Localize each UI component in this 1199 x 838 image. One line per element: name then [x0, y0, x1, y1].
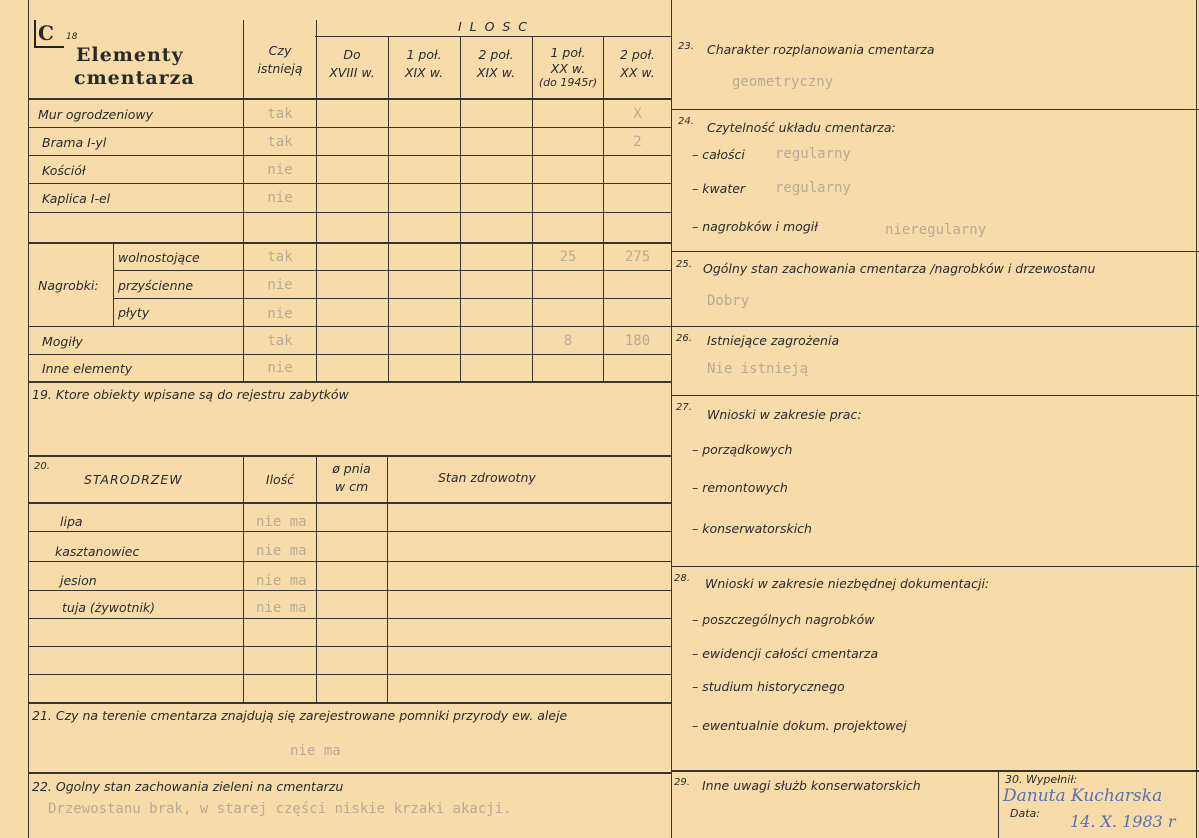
row-line — [28, 502, 671, 504]
tree-name: tuja (żywotnik) — [62, 600, 156, 615]
count-value: 2 — [633, 134, 642, 150]
row-label-chapel: Kaplica I-el — [42, 191, 111, 206]
answer-21: nie ma — [290, 743, 341, 759]
period-5-b: XX w. — [620, 65, 655, 80]
tree-count: nie ma — [256, 600, 307, 616]
q28-item: – ewentualnie dokum. projektowej — [692, 718, 907, 733]
row-line — [28, 561, 671, 562]
trees-header-count: Ilość — [265, 472, 295, 487]
exists-value: tak — [267, 333, 293, 349]
q24-item-label: – całości — [692, 147, 745, 162]
q27-item: – konserwatorskich — [692, 521, 812, 536]
period-2-a: 1 poł. — [406, 47, 442, 62]
row-line — [113, 270, 671, 271]
row-line — [28, 531, 671, 532]
exists-header-1: Czy — [268, 43, 292, 58]
row-label-slabs: płyty — [118, 305, 150, 320]
answer-22: Drzewostanu brak, w starej części niskie krzaki akacji. — [48, 801, 512, 817]
row-line — [28, 702, 671, 704]
row-line — [28, 674, 671, 675]
q24-item-answer: nieregularny — [885, 222, 987, 238]
q24-item-label: – nagrobków i mogił — [692, 219, 818, 234]
exists-value: nie — [267, 162, 293, 178]
period-5-a: 2 poł. — [619, 47, 656, 62]
row-label-other: Inne elementy — [42, 361, 133, 376]
elements-title-line2: cmentarza — [74, 67, 195, 89]
period-3-a: 2 poł. — [478, 47, 514, 62]
row-line — [28, 212, 671, 213]
row-line — [28, 155, 671, 156]
question-25: Ogólny stan zachowania cmentarza /nagrobków i drzewostanu — [703, 261, 1096, 276]
date-value: 14. X. 1983 r — [1070, 812, 1176, 831]
q24-item-answer: regularny — [775, 180, 851, 196]
row-line — [28, 772, 671, 774]
tree-name: kasztanowiec — [55, 544, 140, 559]
elements-title-line1: Elementy — [76, 44, 184, 66]
row-line — [28, 242, 671, 244]
count-value: 180 — [624, 333, 651, 349]
question-20-number: 20. — [34, 461, 50, 472]
row-line — [671, 251, 1199, 252]
exists-value: tak — [267, 134, 293, 150]
trees-header-diam-1: ø pnia — [332, 461, 371, 476]
row-line — [671, 395, 1199, 396]
exists-header-2: istnieją — [257, 61, 303, 76]
tree-count: nie ma — [256, 543, 307, 559]
question-28-number: 28. — [674, 573, 690, 584]
question-23: Charakter rozplanowania cmentarza — [707, 42, 935, 57]
question-29-number: 29. — [674, 777, 690, 788]
question-26-number: 26. — [676, 333, 692, 344]
trees-header-name: STARODRZEW — [84, 472, 183, 487]
q28-item: – poszczególnych nagrobków — [692, 612, 875, 627]
question-24-number: 24. — [678, 116, 694, 127]
question-29: Inne uwagi służb konserwatorskich — [702, 778, 921, 793]
row-line — [28, 326, 671, 327]
answer-26: Nie istnieją — [707, 361, 809, 377]
period-1-a: Do — [343, 47, 361, 62]
row-label-church: Kościół — [42, 163, 86, 178]
signature: Danuta Kucharska — [1003, 786, 1163, 806]
question-24: Czytelność układu cmentarza: — [707, 120, 896, 135]
period-3-b: XIX w. — [476, 65, 516, 80]
col-line — [243, 455, 244, 703]
q24-item-label: – kwater — [692, 181, 746, 196]
question-27: Wnioski w zakresie prac: — [707, 407, 862, 422]
row-line — [671, 326, 1199, 327]
row-line — [28, 590, 671, 591]
row-line — [28, 127, 671, 128]
row-line — [28, 98, 671, 100]
col-line — [998, 771, 999, 838]
row-label-gate: Brama I-yl — [42, 135, 107, 150]
exists-value: tak — [267, 106, 293, 122]
trees-header-diam-2: w cm — [334, 479, 369, 494]
exists-value: nie — [267, 306, 293, 322]
period-4-b: XX w. — [550, 61, 586, 76]
col-line — [460, 36, 461, 382]
row-line — [28, 354, 671, 355]
q28-item: – ewidencji całości cmentarza — [692, 646, 879, 661]
q24-item-answer: regularny — [775, 146, 851, 162]
ilosc-underline — [315, 36, 671, 37]
row-line — [671, 770, 1199, 772]
answer-25: Dobry — [707, 293, 750, 309]
row-line — [28, 455, 671, 457]
row-line — [28, 646, 671, 647]
section-letter: C — [38, 21, 55, 45]
period-4-c: (do 1945r) — [538, 76, 598, 89]
answer-23: geometryczny — [732, 74, 834, 90]
question-27-number: 27. — [676, 402, 692, 413]
row-line — [671, 109, 1199, 110]
exists-value: nie — [267, 277, 293, 293]
nagrobki-col-line — [113, 243, 114, 326]
row-label-freestanding: wolnostojące — [118, 250, 200, 265]
row-label-graves: Mogiły — [42, 334, 83, 349]
question-26: Istniejące zagrożenia — [707, 333, 840, 348]
q27-item: – porządkowych — [692, 442, 793, 457]
count-value: 25 — [559, 249, 577, 265]
row-label-wall: Mur ogrodzeniowy — [38, 107, 154, 122]
row-line — [28, 618, 671, 619]
period-2-b: XIX w. — [404, 65, 444, 80]
row-label-wall-mounted: przyścienne — [118, 278, 194, 293]
question-30-date-label: Data: — [1010, 807, 1040, 820]
question-23-number: 23. — [678, 41, 694, 52]
right-border — [1196, 0, 1197, 838]
q27-item: – remontowych — [692, 480, 788, 495]
exists-value: tak — [267, 249, 293, 265]
question-28: Wnioski w zakresie niezbędnej dokumentacji: — [705, 576, 990, 591]
exists-value: nie — [267, 190, 293, 206]
period-4-a: 1 poł. — [550, 45, 586, 60]
left-border — [28, 0, 29, 838]
section-number: 18 — [66, 32, 78, 42]
count-value: 275 — [624, 249, 651, 265]
question-30-filled-by: 30. Wypełnił: — [1005, 773, 1078, 786]
count-value: X — [633, 106, 642, 122]
question-25-number: 25. — [676, 259, 692, 270]
row-line — [671, 566, 1199, 567]
ilosc-header: I L O S C — [457, 19, 530, 34]
period-1-b: XVIII w. — [329, 65, 375, 80]
row-line — [113, 298, 671, 299]
col-line — [388, 36, 389, 382]
count-value: 8 — [563, 333, 573, 349]
exists-value: nie — [267, 360, 293, 376]
tree-name: lipa — [60, 514, 83, 529]
trees-header-health: Stan zdrowotny — [438, 470, 536, 485]
center-divider — [671, 0, 672, 838]
question-21: 21. Czy na terenie cmentarza znajdują się zarejestrowane pomniki przyrody ew. aleje — [32, 708, 568, 723]
tree-count: nie ma — [256, 573, 307, 589]
tree-name: jesion — [60, 573, 97, 588]
row-line — [28, 183, 671, 184]
nagrobki-label: Nagrobki: — [38, 278, 99, 293]
question-19: 19. Ktore obiekty wpisane są do rejestru zabytków — [32, 387, 349, 402]
tree-count: nie ma — [256, 514, 307, 530]
question-22: 22. Ogolny stan zachowania zieleni na cmentarzu — [32, 779, 344, 794]
col-line — [387, 455, 388, 703]
q28-item: – studium historycznego — [692, 679, 845, 694]
row-line — [28, 381, 671, 383]
